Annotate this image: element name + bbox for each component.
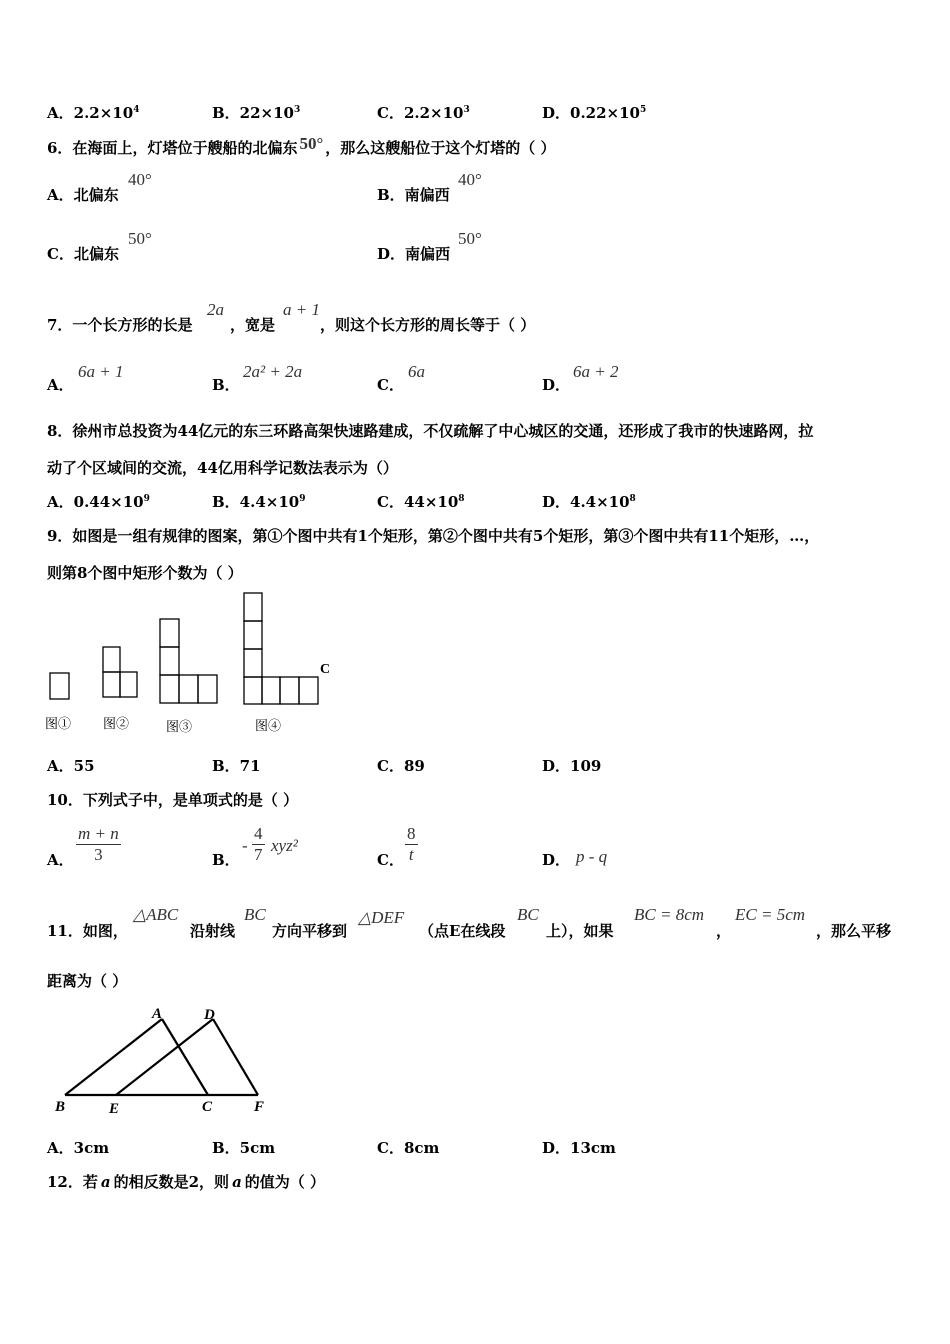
fig4-label: 图④ xyxy=(255,718,282,733)
q11-math-bc-2: BC xyxy=(517,905,539,924)
q7-stem-c: ，则这个长方形的周长等于（ ） xyxy=(320,316,536,334)
q11-stem-s7: ，那么平移 xyxy=(816,922,892,940)
q6-option-a[interactable]: A．北偏东 xyxy=(47,186,119,204)
q10-option-b-sign: - xyxy=(242,836,248,855)
q6-option-b[interactable]: B．南偏西 xyxy=(377,186,450,204)
q7-stem-math-width: a + 1 xyxy=(283,300,320,319)
point-a-label: A xyxy=(152,1006,163,1022)
fig3-label: 图③ xyxy=(166,719,193,734)
line-df xyxy=(213,1019,258,1095)
q5-option-b[interactable]: B．$22\times 10^3$ xyxy=(212,104,301,122)
point-b-label: B xyxy=(55,1099,66,1115)
q8-option-d[interactable]: D．$4.4\times 10^8$ xyxy=(542,493,636,511)
point-c-label: C xyxy=(202,1099,213,1115)
q12-stem: 12．若 a 的相反数是2，则 a 的值为（ ） xyxy=(47,1173,326,1191)
q5-option-a[interactable]: A．$2.2\times 10^4$ xyxy=(47,104,140,122)
q9-option-a[interactable]: A．55 xyxy=(47,757,95,775)
q11-stem-s3: 方向平移到 xyxy=(272,922,348,940)
line-ab xyxy=(65,1019,162,1095)
q11-math-abc: △ABC xyxy=(133,905,179,924)
line-de xyxy=(116,1019,213,1095)
fig2-label: 图② xyxy=(103,716,130,731)
q11-option-d[interactable]: D．13cm xyxy=(542,1139,616,1157)
q11-figure xyxy=(0,1000,300,1125)
point-f-label: F xyxy=(254,1099,265,1115)
q11-stem-s1: 11．如图， xyxy=(47,922,128,940)
q7-option-b-math: 2a² + 2a xyxy=(243,362,303,381)
q6-option-b-math: 40° xyxy=(458,170,482,189)
fig1-square xyxy=(50,673,69,699)
q6-option-d-math: 50° xyxy=(458,229,482,248)
q7-option-a[interactable]: A． xyxy=(47,376,74,394)
fig2-squares xyxy=(103,647,137,697)
q7-option-d[interactable]: D． xyxy=(542,376,571,394)
q11-stem-s2: 沿射线 xyxy=(190,922,236,940)
q11-math-bc-length: BC = 8cm xyxy=(634,905,705,924)
q8-option-a[interactable]: A．$0.44\times 10^9$ xyxy=(47,493,150,511)
q10-option-b-vars: xyz² xyxy=(271,836,298,855)
q8-stem-line2: 动了个区域间的交流，44亿用科学记数法表示为（） xyxy=(47,459,398,477)
q6-option-d[interactable]: D．南偏西 xyxy=(377,245,451,263)
q10-option-a-fraction: $\frac{m + n}{3}$ xyxy=(78,824,119,864)
q10-option-b-fraction: $\frac{4}{7}$ xyxy=(254,824,263,864)
q6-option-a-math: 40° xyxy=(128,170,152,189)
q9-stem-line2: 则第8个图中矩形个数为（ ） xyxy=(47,564,243,582)
q6-stem: 6．在海面上，灯塔位于艘船的北偏东 50° ，那么这艘船位于这个灯塔的（ ） xyxy=(47,134,556,157)
q8-stem-line1: 8．徐州市总投资为44亿元的东三环路高架快速路建成，不仅疏解了中心城区的交通，还形成了我市的快速路网，拉 xyxy=(47,422,814,440)
q11-math-ec-length: EC = 5cm xyxy=(735,905,806,924)
q7-option-c-math: 6a xyxy=(408,362,425,381)
point-e-label: E xyxy=(109,1101,120,1117)
q10-option-c[interactable]: C． xyxy=(377,851,404,869)
q10-option-d-math: p - q xyxy=(576,847,608,866)
q11-option-b[interactable]: B．5cm xyxy=(212,1139,276,1157)
q9-option-b[interactable]: B．71 xyxy=(212,757,261,775)
q8-option-b[interactable]: B．$4.4\times 10^9$ xyxy=(212,493,306,511)
q8-option-c[interactable]: C．$44\times 10^8$ xyxy=(377,493,465,511)
q11-stem-s4: （点E在线段 xyxy=(419,922,506,940)
q11-stem-s5: 上），如果 xyxy=(546,922,614,940)
q11-math-bc: BC xyxy=(244,905,266,924)
q7-stem-b: ，宽是 xyxy=(230,316,276,334)
q7-option-d-math: 6a + 2 xyxy=(573,362,619,381)
line-ac xyxy=(162,1019,208,1095)
q9-stem-line1: 9．如图是一组有规律的图案，第①个图中共有1个矩形，第②个图中共有5个矩形，第③个图中共有11个矩形，…， xyxy=(47,527,820,545)
q10-option-c-fraction: $\frac{8}{t}$ xyxy=(407,824,416,864)
q9-option-c[interactable]: C．89 xyxy=(377,757,425,775)
q10-option-b[interactable]: B． xyxy=(212,851,240,869)
fig4-squares xyxy=(244,593,318,704)
q7-stem-math-length: 2a xyxy=(207,300,224,319)
q11-option-c[interactable]: C．8cm xyxy=(377,1139,440,1157)
q10-stem: 10．下列式子中，是单项式的是（ ） xyxy=(47,791,299,809)
fig1-label: 图① xyxy=(45,716,72,731)
q9-figure xyxy=(0,585,360,740)
q7-option-b[interactable]: B． xyxy=(212,376,240,394)
q9-fig-extra-label: C xyxy=(320,662,331,677)
fig3-squares xyxy=(160,619,217,703)
q9-option-d[interactable]: D．109 xyxy=(542,757,602,775)
q6-option-c-math: 50° xyxy=(128,229,152,248)
q5-option-c[interactable]: C．$2.2\times 10^3$ xyxy=(377,104,470,122)
q11-stem-s6: ， xyxy=(716,922,732,940)
q7-option-c[interactable]: C． xyxy=(377,376,404,394)
q10-option-d[interactable]: D． xyxy=(542,851,571,869)
point-d-label: D xyxy=(204,1007,215,1023)
q7-stem-a: 7．一个长方形的长是 xyxy=(47,316,193,334)
q11-stem-line2: 距离为（ ） xyxy=(47,972,128,990)
q7-option-a-math: 6a + 1 xyxy=(78,362,124,381)
q5-option-d[interactable]: D．$0.22\times 10^5$ xyxy=(542,104,647,122)
q11-option-a[interactable]: A．3cm xyxy=(47,1139,110,1157)
q11-math-def: △DEF xyxy=(358,908,405,927)
q10-option-a[interactable]: A． xyxy=(47,851,74,869)
q6-option-c[interactable]: C．北偏东 xyxy=(47,245,119,263)
